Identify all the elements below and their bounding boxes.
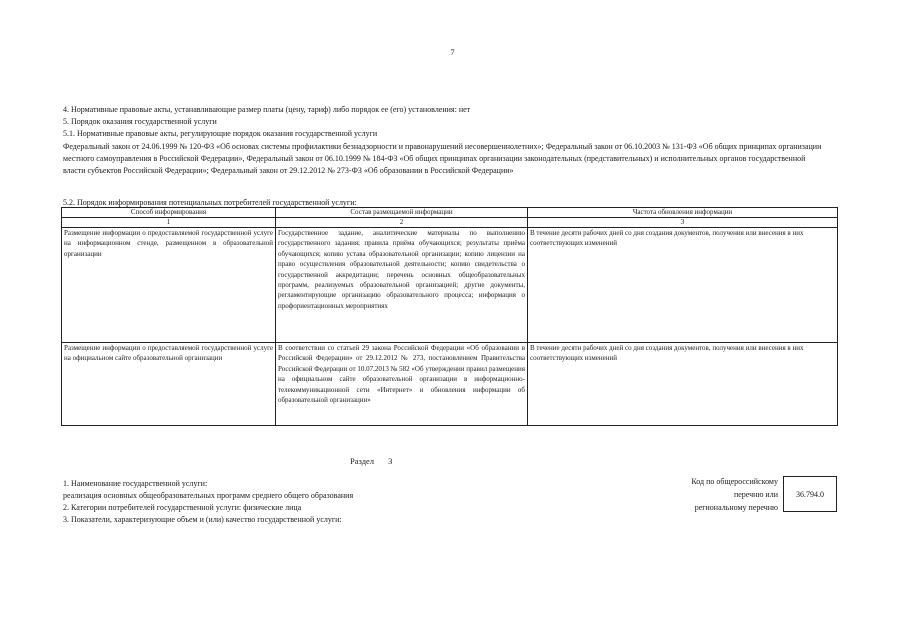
method-cell: Размещение информации о предоставляемой государственной услуге на официальном сайте образовательной организации — [62, 343, 276, 426]
content-cell: Государственное задание, аналитические материалы по выполнению государственного задания; правила приёма обучающихся; результаты приёма обучающихся; копию устава образовательной организации; копию лицензии на право осуществления образовательной деятельности; копию свидетельства о государственной аккредитации; перечень основных общеобразовательных программ, реализуемых образовательной организацией; другие документы, регламентирующие организацию образовательного процесса; информация о профориентационных мероприятиях — [276, 228, 528, 343]
laws-paragraph: Федеральный закон от 24.06.1999 № 120-ФЗ «Об основах системы профилактики безнадзорности и правонарушений несовершеннолетних»; Федеральный закон от 06.10.2003 № 131-ФЗ «Об общих принципах организации местного самоуправления в Российской Федерации», Федеральный закон от 06.10.1999 № 184-ФЗ «Об общих принципах организации законодательных (представительных) и исполнительных органов государственной власти субъектов Российской Федерации»; Федеральный закон от 29.12.2012 № 273-ФЗ «Об образовании в Российской Федерации» — [63, 142, 822, 175]
frequency-cell: В течение десяти рабочих дней со дня создания документов, получения или внесения в них соответствующих изменений — [528, 228, 838, 343]
header-content: Состав размещаемой информации — [276, 208, 528, 218]
indicators-heading: 3. Показатели, характеризующие объем и (или) качество государственной услуги: — [63, 515, 342, 524]
table-row — [62, 343, 838, 426]
code-label-line2: перечню или — [733, 490, 778, 499]
index-cell: 1 — [62, 218, 276, 228]
fee-regulation-line: 4. Нормативные правовые акты, устанавливающие размер платы (цену, тариф) либо порядок ее (его) установления: нет — [63, 105, 471, 114]
table-row — [62, 228, 838, 343]
registry-code-box — [783, 476, 837, 512]
service-name-value: реализация основных общеобразовательных программ среднего общего образования — [63, 491, 354, 500]
service-name-label: 1. Наименование государственной услуги: — [63, 479, 208, 488]
informing-table — [61, 207, 838, 426]
consumer-categories: 2. Категории потребителей государственной услуги: физические лица — [63, 503, 302, 512]
header-method: Способ информирования — [62, 208, 276, 218]
informing-procedure-heading: 5.2. Порядок информирования потенциальных потребителей государственной услуги: — [63, 198, 357, 207]
registry-code-value: 36.794.0 — [796, 489, 824, 499]
service-procedure-heading: 5. Порядок оказания государственной услуги — [63, 117, 217, 126]
index-cell: 3 — [528, 218, 838, 228]
frequency-cell: В течение десяти рабочих дней со дня создания документов, получения или внесения в них соответствующих изменений — [528, 343, 838, 426]
table-index-row — [62, 218, 838, 228]
index-cell: 2 — [276, 218, 528, 228]
section-number: 3 — [388, 456, 393, 466]
section-label: Раздел — [350, 456, 375, 466]
regulations-heading: 5.1. Нормативные правовые акты, регулирующие порядок оказания государственной услуги — [63, 129, 378, 138]
code-label-line1: Код по общероссийскому — [691, 477, 778, 486]
table-header-row — [62, 208, 838, 218]
method-cell: Размещение информации о предоставляемой государственной услуге на информационном стенде, размещенном в образовательной организации — [62, 228, 276, 343]
section-title — [350, 456, 392, 466]
code-label-line3: региональному перечню — [694, 503, 778, 512]
header-frequency: Частота обновления информации — [528, 208, 838, 218]
page-number: 7 — [450, 47, 455, 57]
content-cell: В соответствии со статьей 29 закона Российской Федерации «Об образовании в Российской Федерации» от 29.12.2012 № 273, постановлением Правительства Российской Федерации от 10.07.2013 № 582 «Об утверждении правил размещения на официальном сайте образовательной организации в информационно-телекоммуникационной сети «Интернет» и обновления информации об образовательной организации» — [276, 343, 528, 426]
